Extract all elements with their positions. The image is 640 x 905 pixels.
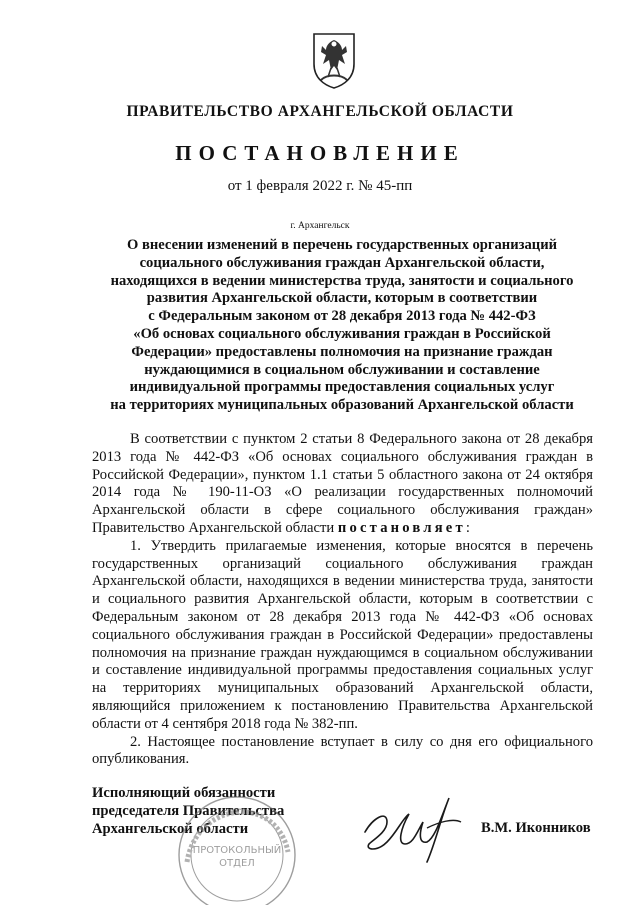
- document-date-number: от 1 февраля 2022 г. № 45-пп: [227, 178, 413, 194]
- subject-line: нуждающимися в социальном обслуживании и составление: [144, 361, 540, 378]
- handwritten-signature: [357, 788, 467, 868]
- round-stamp: [172, 790, 302, 905]
- signatory-name: В.М. Иконников: [481, 820, 591, 836]
- stamp-line: ОТДЕЛ: [219, 858, 255, 869]
- subject-line: социального обслуживания граждан Архангельской области,: [139, 254, 545, 271]
- document-body: [92, 431, 593, 769]
- subject-line: «Об основах социального обслуживания граждан в Российской: [133, 325, 551, 342]
- intro-paragraph: [92, 431, 593, 538]
- intro-text: В соответствии с пунктом 2 статьи 8 Федерального закона от 28 декабря 2013 года № 442-ФЗ «Об основах социального обслуживания граждан в Российской Федерации», пунктом 1.1 статьи 5 областного закона от 24 октября 2014 года № 190-11-ОЗ «О реализации государственных полномочий Архангельской области в сфере социального обслуживания граждан» Правительство Архангельской области: [92, 431, 593, 536]
- document-type: ПОСТАНОВЛЕНИЕ: [175, 141, 465, 165]
- subject-line: Федерации» предоставлены полномочия на признание граждан: [131, 343, 553, 360]
- coat-of-arms-emblem: [311, 30, 357, 90]
- city-label: г. Архангельск: [290, 221, 350, 231]
- subject-line: индивидуальной программы предоставления социальных услуг: [129, 379, 555, 396]
- subject-line: развития Архангельской области, которым в соответствии: [146, 290, 538, 307]
- decree-colon: :: [465, 519, 470, 536]
- subject-line: О внесении изменений в перечень государственных организаций: [126, 237, 558, 253]
- item-2-paragraph: 2. Настоящее постановление вступает в силу со дня его официального опубликования.: [92, 733, 593, 768]
- subject-line: на территориях муниципальных образований Архангельской области: [110, 397, 574, 414]
- item-1-paragraph: 1. Утвердить прилагаемые изменения, которые вносятся в перечень государственных организаций социального обслуживания граждан Архангельской области, находящихся в ведении министерства труда, занятости и социального развития Архангельской области, которым в соответствии с Федеральным законом от 28 декабря 2013 года № 442-ФЗ «Об основах социального обслуживания граждан в Российской Федерации» предоставлены полномочия на признание граждан нуждающимся в социальном обслуживании и составление индивидуальной программы предоставления социальных услуг на территориях муниципальных образований Архангельской области, являющийся приложением к постановлению Правительства Архангельской области от 4 сентября 2018 года № 382-пп.: [92, 537, 593, 732]
- signatory-title-line: председателя Правительства: [92, 803, 285, 819]
- organization-title: ПРАВИТЕЛЬСТВО АРХАНГЕЛЬСКОЙ ОБЛАСТИ: [126, 103, 514, 120]
- document-subject: [92, 237, 592, 415]
- signatory-title-line: Архангельской области: [92, 821, 249, 837]
- subject-line: находящихся в ведении министерства труда, занятости и социального: [110, 272, 574, 289]
- stamp-line: ПРОТОКОЛЬНЫЙ: [192, 845, 282, 856]
- signatory-title-line: Исполняющий обязанности: [92, 785, 276, 801]
- subject-line: с Федеральным законом от 28 декабря 2013 года № 442-ФЗ: [148, 308, 536, 325]
- decree-word: постановляет: [337, 519, 466, 536]
